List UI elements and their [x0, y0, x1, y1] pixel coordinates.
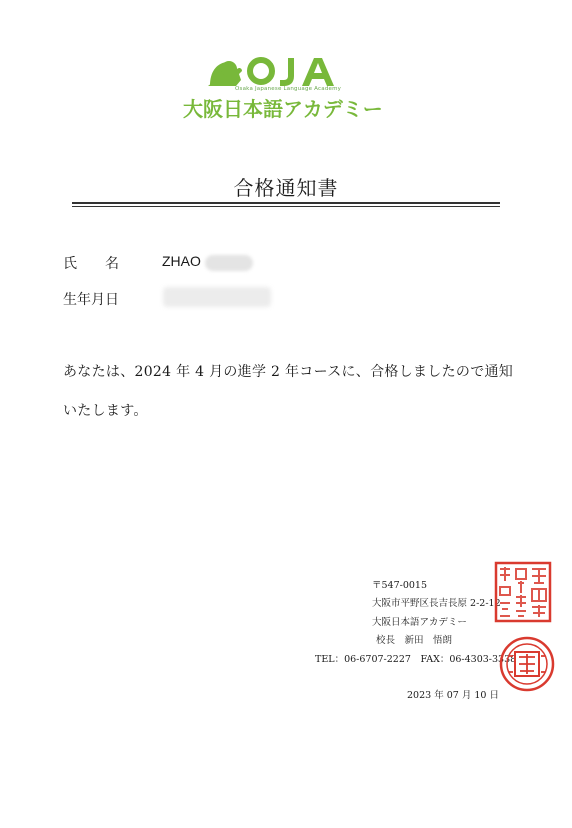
- logo-japanese-name: 大阪日本語アカデミー: [183, 97, 383, 121]
- document-title: 合格通知書: [233, 176, 339, 200]
- name-label-part-1: 氏: [63, 256, 77, 272]
- redacted-name: [205, 255, 253, 271]
- lion-icon: [208, 61, 242, 86]
- organization-name: 大阪日本語アカデミー: [372, 617, 467, 628]
- issue-date: 2023 年 07 月 10 日: [407, 690, 499, 701]
- square-seal-icon: [494, 561, 552, 623]
- postal-code: 〒547-0015: [372, 580, 428, 591]
- street-address: 大阪市平野区長吉長原 2-2-12: [372, 598, 501, 609]
- title-rule-thick: [72, 202, 500, 204]
- name-label: [63, 253, 119, 273]
- logo-subtitle: Osaka Japanese Language Academy: [235, 86, 342, 92]
- name-value: ZHAO: [162, 253, 201, 269]
- body-text-line-2: いたします。: [63, 403, 148, 419]
- name-label-part-2: 名: [105, 256, 119, 272]
- body-text-line-1: あなたは、2024 年 4 月の進学 2 年コースに、合格しましたので通知: [63, 364, 514, 380]
- dob-label: 生年月日: [63, 292, 119, 308]
- title-rule-thin: [72, 206, 500, 207]
- principal-name: 校長 新田 悟朗: [376, 635, 453, 646]
- redacted-dob: [163, 287, 271, 307]
- tel-fax: TEL：06-6707-2227 FAX：06-4303-3338: [315, 654, 517, 665]
- round-seal-icon: [499, 636, 555, 692]
